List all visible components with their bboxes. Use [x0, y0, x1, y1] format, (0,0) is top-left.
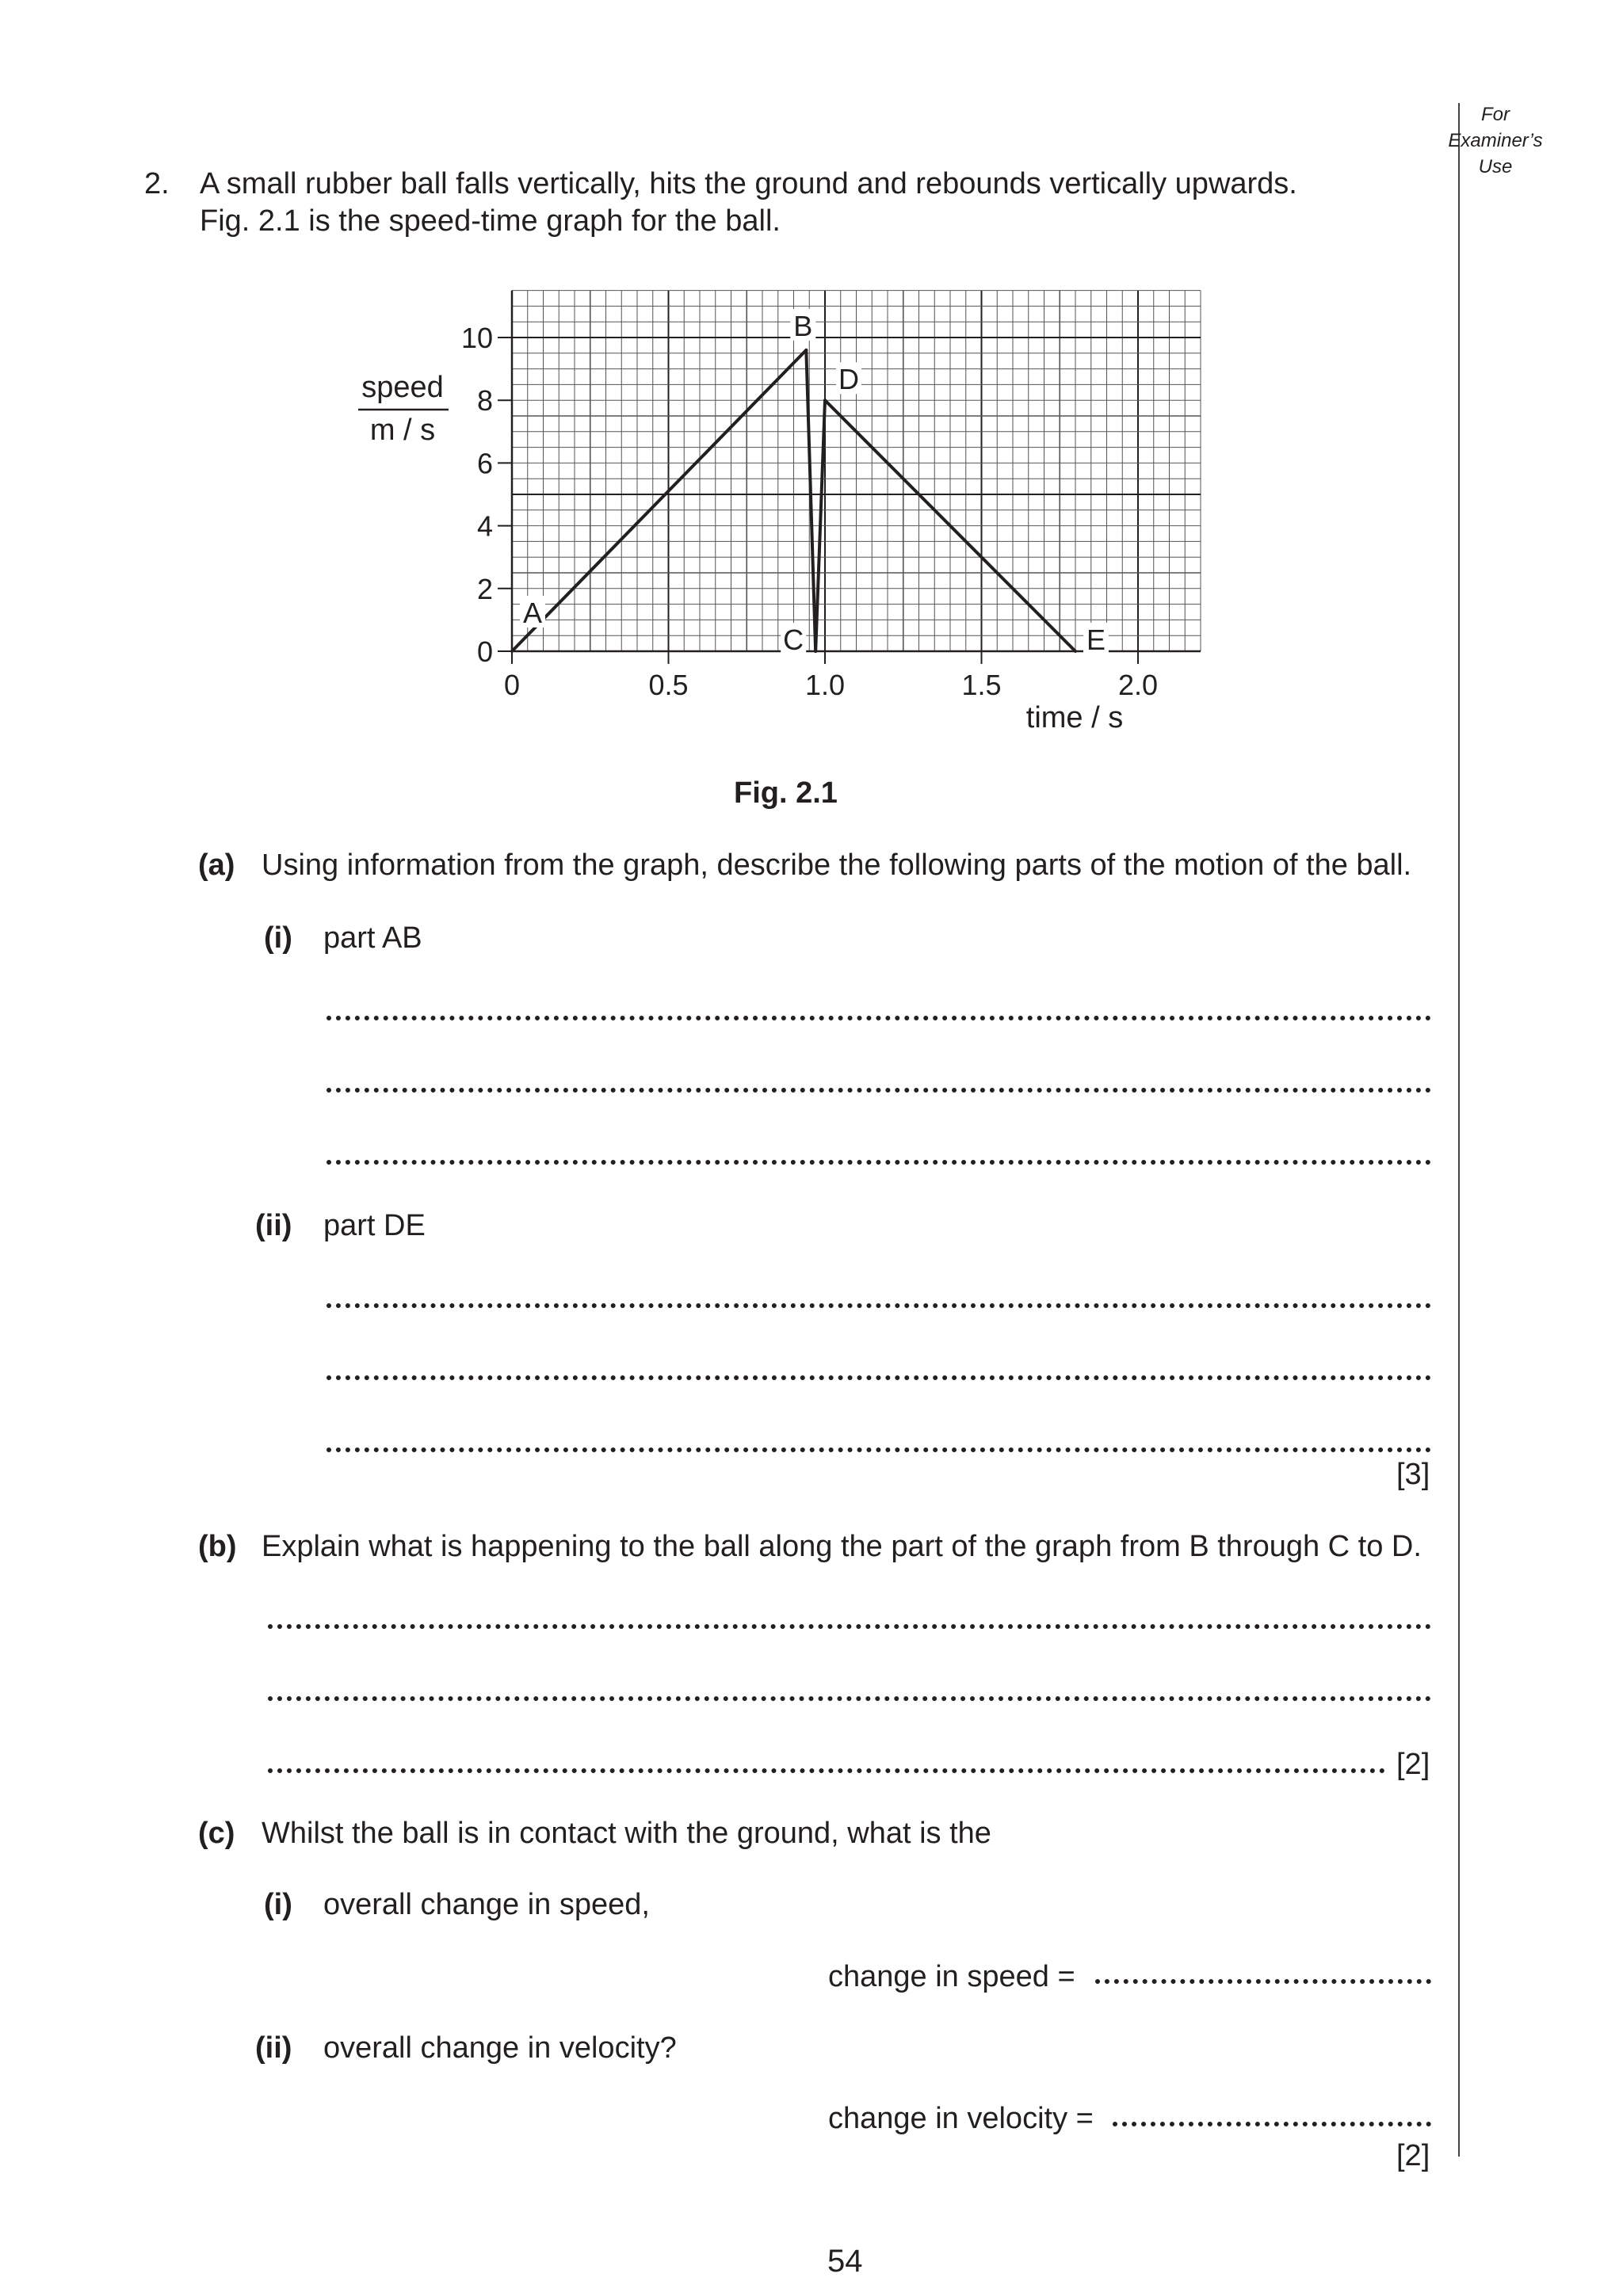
part-c-i-text: overall change in speed,: [323, 1888, 650, 1921]
answer-line[interactable]: [268, 1768, 1385, 1773]
y-axis-label-unit: m / s: [369, 414, 436, 447]
question-number: 2.: [144, 167, 170, 200]
change-in-velocity-answer[interactable]: [1113, 2122, 1431, 2126]
graph-grid: [512, 291, 1201, 651]
part-a-label: (a): [198, 849, 235, 882]
part-a-text: Using information from the graph, describe the following parts of the motion of the ball.: [262, 849, 1412, 882]
y-tick-label: 6: [476, 447, 493, 480]
change-in-speed-answer[interactable]: [1095, 1979, 1431, 1984]
y-tick-label: 10: [460, 322, 493, 354]
examiner-line-1: For: [1481, 104, 1510, 125]
answer-line[interactable]: [268, 1624, 1431, 1629]
question-line-1: A small rubber ball falls vertically, hits the ground and rebounds vertically upwards.: [200, 167, 1297, 200]
page-number: 54: [827, 2244, 863, 2279]
x-tick-label: 2.0: [1117, 669, 1159, 701]
answer-line[interactable]: [327, 1088, 1431, 1093]
examiner-line-3: Use: [1478, 156, 1513, 177]
part-c-label: (c): [198, 1817, 235, 1850]
point-label-E: E: [1086, 624, 1106, 656]
part-a-marks: [3]: [1396, 1458, 1430, 1491]
part-c-marks: [2]: [1396, 2139, 1430, 2172]
graph-labels: [358, 309, 1123, 734]
part-a-i-label: (i): [264, 921, 292, 955]
x-tick-label: 1.0: [804, 669, 846, 701]
answer-line[interactable]: [327, 1016, 1431, 1020]
answer-line[interactable]: [327, 1160, 1431, 1165]
examiner-line-2: Examiner’s: [1448, 130, 1543, 151]
y-tick-label: 2: [476, 572, 493, 605]
point-label-B: B: [793, 309, 813, 342]
answer-line[interactable]: [327, 1375, 1431, 1380]
part-a-i-text: part AB: [323, 921, 422, 955]
x-axis-label: time / s: [1025, 701, 1124, 734]
series-segment-BC: [806, 350, 815, 651]
point-label-A: A: [522, 597, 543, 629]
point-label-C: C: [783, 624, 804, 656]
x-tick-label: 0.5: [648, 669, 689, 701]
answer-line[interactable]: [327, 1447, 1431, 1452]
part-c-ii-text: overall change in velocity?: [323, 2031, 677, 2065]
change-in-velocity-label: change in velocity =: [828, 2102, 1094, 2135]
part-b-text: Explain what is happening to the ball along the part of the graph from B through C to D.: [262, 1530, 1422, 1563]
part-c-ii-label: (ii): [255, 2031, 292, 2065]
y-tick-label: 4: [476, 509, 493, 543]
answer-line[interactable]: [268, 1696, 1431, 1701]
part-b-label: (b): [198, 1530, 237, 1563]
speed-time-graph: [0, 0, 1623, 761]
part-c-text: Whilst the ball is in contact with the ground, what is the: [262, 1817, 991, 1850]
y-axis-label-speed: speed: [361, 371, 444, 404]
y-tick-label: 8: [476, 384, 493, 418]
answer-line[interactable]: [327, 1303, 1431, 1308]
figure-caption: Fig. 2.1: [734, 776, 838, 810]
question-line-2: Fig. 2.1 is the speed-time graph for the ball.: [200, 204, 781, 238]
change-in-speed-label: change in speed =: [828, 1960, 1075, 1993]
x-tick-label: 0: [503, 669, 521, 701]
part-a-ii-label: (ii): [255, 1209, 292, 1242]
part-b-marks: [2]: [1396, 1748, 1430, 1781]
part-c-i-label: (i): [264, 1888, 292, 1921]
x-tick-label: 1.5: [961, 669, 1002, 701]
y-tick-label: 0: [476, 635, 493, 668]
part-a-ii-text: part DE: [323, 1209, 426, 1242]
point-label-D: D: [838, 363, 859, 396]
